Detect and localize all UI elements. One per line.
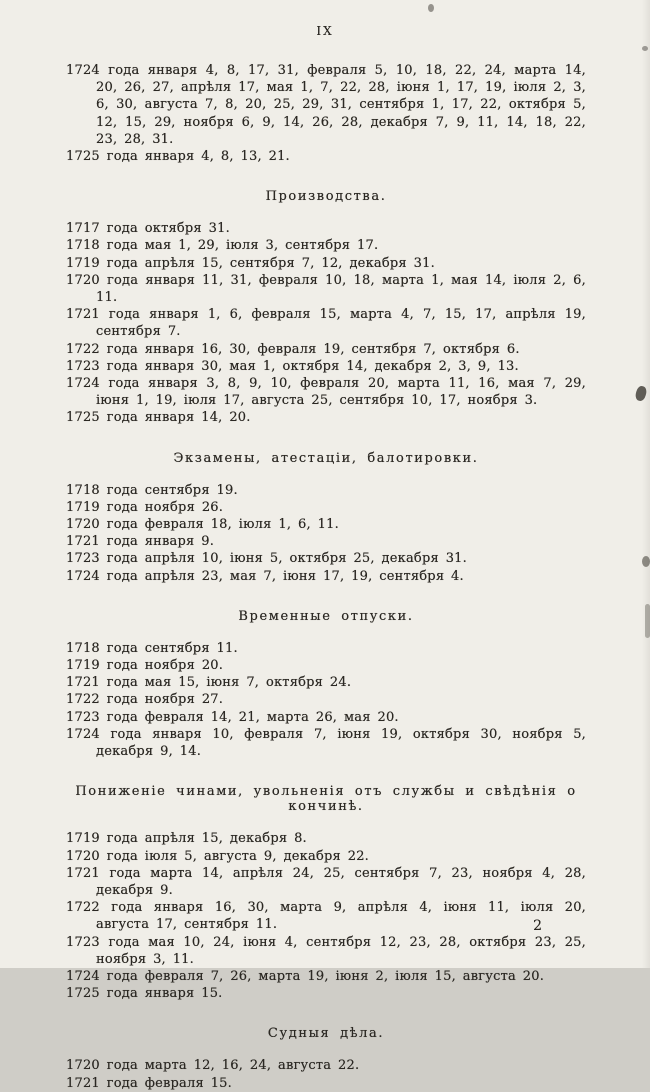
page-header-roman-numeral: IX (316, 24, 334, 38)
date-entry: 1724 года февраля 7, 26, марта 19, іюня 2, іюля 15, августа 20. (66, 968, 545, 984)
date-entry: 1723 года февраля 14, 21, марта 26, мая 20. (66, 709, 399, 725)
date-entry: 1723 года апрѣля 10, іюня 5, октября 25, декабря 31. (66, 551, 467, 567)
section-title: Судныя дѣла. (267, 1026, 385, 1042)
section-title: Экзамены, атестаціи, балотировки. (173, 450, 479, 466)
date-entry: 1719 года ноября 26. (66, 499, 224, 515)
date-entry: 1723 года января 30, мая 1, октября 14, декабря 2, 3, 9, 13. (66, 358, 519, 374)
date-entry: 1724 года января 4, 8, 17, 31, февраля 5, 10, 18, 22, 24, марта 14, 20, 26, 27, апрѣля 17, мая 1, 7, 22, 28, іюня 1, 17, 19, іюля 2, 3, 6, 30, августа 7, 8, 20, 25, 29, 31, сентября 1, 17, 22, октября 5, 12, 15, 29, ноября 6, 9, 14, 26, 28, декабря 7, 9, 11, 14, 18, 22, 23, 28, 31. (66, 63, 586, 147)
date-entry: 1725 года января 14, 20. (66, 410, 251, 426)
date-entry: 1718 года мая 1, 29, іюля 3, сентября 17. (66, 238, 379, 254)
section-title: Производства. (265, 189, 387, 205)
date-entry: 1719 года апрѣля 15, декабря 8. (66, 831, 307, 847)
date-entry: 1719 года апрѣля 15, сентября 7, 12, декабря 31. (66, 255, 435, 271)
date-entry: 1719 года ноября 20. (66, 658, 224, 674)
date-entry: 1725 года января 15. (66, 986, 223, 1002)
date-entry: 1720 года марта 12, 16, 24, августа 22. (66, 1058, 360, 1074)
date-entry: 1724 года января 3, 8, 9, 10, февраля 20, марта 11, 16, мая 7, 29, іюня 1, 19, іюля 17, августа 25, сентября 10, 17, ноября 3. (66, 376, 586, 409)
date-entry: 1722 года января 16, 30, марта 9, апрѣля 4, іюня 11, іюля 20, августа 17, сентября 11. (66, 900, 586, 933)
date-entry: 1717 года октября 31. (66, 221, 230, 237)
date-entry: 1718 года сентября 11. (66, 640, 238, 656)
date-entry: 1725 года января 4, 8, 13, 21. (66, 149, 290, 165)
date-entry: 1724 года апрѣля 23, мая 7, іюня 17, 19, сентября 4. (66, 568, 464, 584)
date-entry: 1723 года мая 10, 24, іюня 4, сентября 12, 23, 28, октября 23, 25, ноября 3, 11. (66, 934, 586, 967)
date-entry: 1722 года ноября 27. (66, 692, 224, 708)
date-entry: 1718 года сентября 19. (66, 482, 238, 498)
date-entry: 1721 года февраля 15. (66, 1075, 232, 1091)
date-entry: 1720 года февраля 18, іюля 1, 6, 11. (66, 517, 339, 533)
date-entry: 1721 года мая 15, іюня 7, октября 24. (66, 675, 352, 691)
section-title: Временные отпуски. (238, 608, 414, 624)
date-entry: 1721 года января 1, 6, февраля 15, марта 4, 7, 15, 17, апрѣля 19, сентября 7. (66, 307, 586, 340)
date-entry: 1720 года іюля 5, августа 9, декабря 22. (66, 848, 369, 864)
page-number: 2 (533, 918, 542, 934)
date-entry: 1724 года января 10, февраля 7, іюня 19, октября 30, ноября 5, декабря 9, 14. (66, 726, 586, 760)
date-entry: 1720 года января 11, 31, февраля 10, 18, марта 1, мая 14, іюля 2, 6, 11. (66, 272, 586, 306)
date-entry: 1722 года января 16, 30, февраля 19, сентября 7, октября 6. (66, 341, 520, 357)
date-entry: 1721 года марта 14, апрѣля 24, 25, сентября 7, 23, ноября 4, 28, декабря 9. (66, 865, 586, 898)
date-entry: 1721 года января 9. (66, 534, 215, 550)
sections-container (0, 38, 650, 1092)
section-title: Пониженіе чинами, увольненія отъ службы и свѣдѣнія о кончинѣ. (75, 784, 577, 815)
